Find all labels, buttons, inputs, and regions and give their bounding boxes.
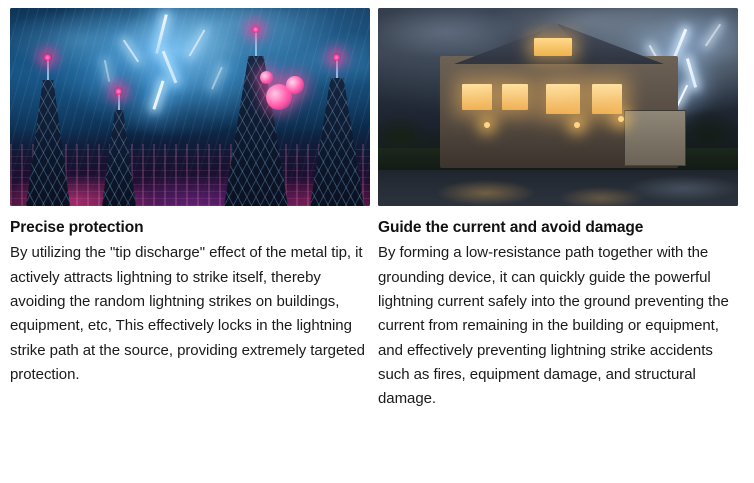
card-body-text: By utilizing the "tip discharge" effect of the metal tip, it actively attracts lightning to strike itself, thereby avoiding the random lightning strikes on buildings, equipment, etc, This effectively locks in the lightning strike path at the source, providing extremely targeted protection. [10, 244, 365, 383]
card-title: Precise protection [10, 219, 144, 236]
garage-door [624, 110, 686, 166]
porch-light [618, 116, 624, 122]
lightning-towers-image [10, 8, 370, 206]
ground-reflections [378, 162, 738, 206]
feature-card-precise-protection [10, 8, 370, 477]
antenna-dish [260, 71, 273, 84]
feature-card-guide-current [378, 8, 738, 477]
tower-beacon-light [43, 53, 52, 62]
tower-beacon-light [332, 53, 341, 62]
lit-window [462, 84, 492, 110]
card-body-text: By forming a low-resistance path together with the grounding device, it can quickly guide the powerful lightning current safely into the ground preventing the current from remaining in the building or equipment, and effectively preventing lightning strike accidents such as fires, equipment damage, and structural damage. [378, 244, 729, 408]
card-title: Guide the current and avoid damage [378, 219, 644, 236]
porch-light [484, 122, 490, 128]
lit-window [546, 84, 580, 114]
dormer-window [534, 38, 572, 56]
tower-beacon-light [251, 25, 260, 34]
antenna-dish [286, 76, 304, 94]
lit-window [592, 84, 622, 114]
tower-beacon-light [114, 87, 123, 96]
porch-light [574, 122, 580, 128]
house-storm-image [378, 8, 738, 206]
lit-window [502, 84, 528, 110]
